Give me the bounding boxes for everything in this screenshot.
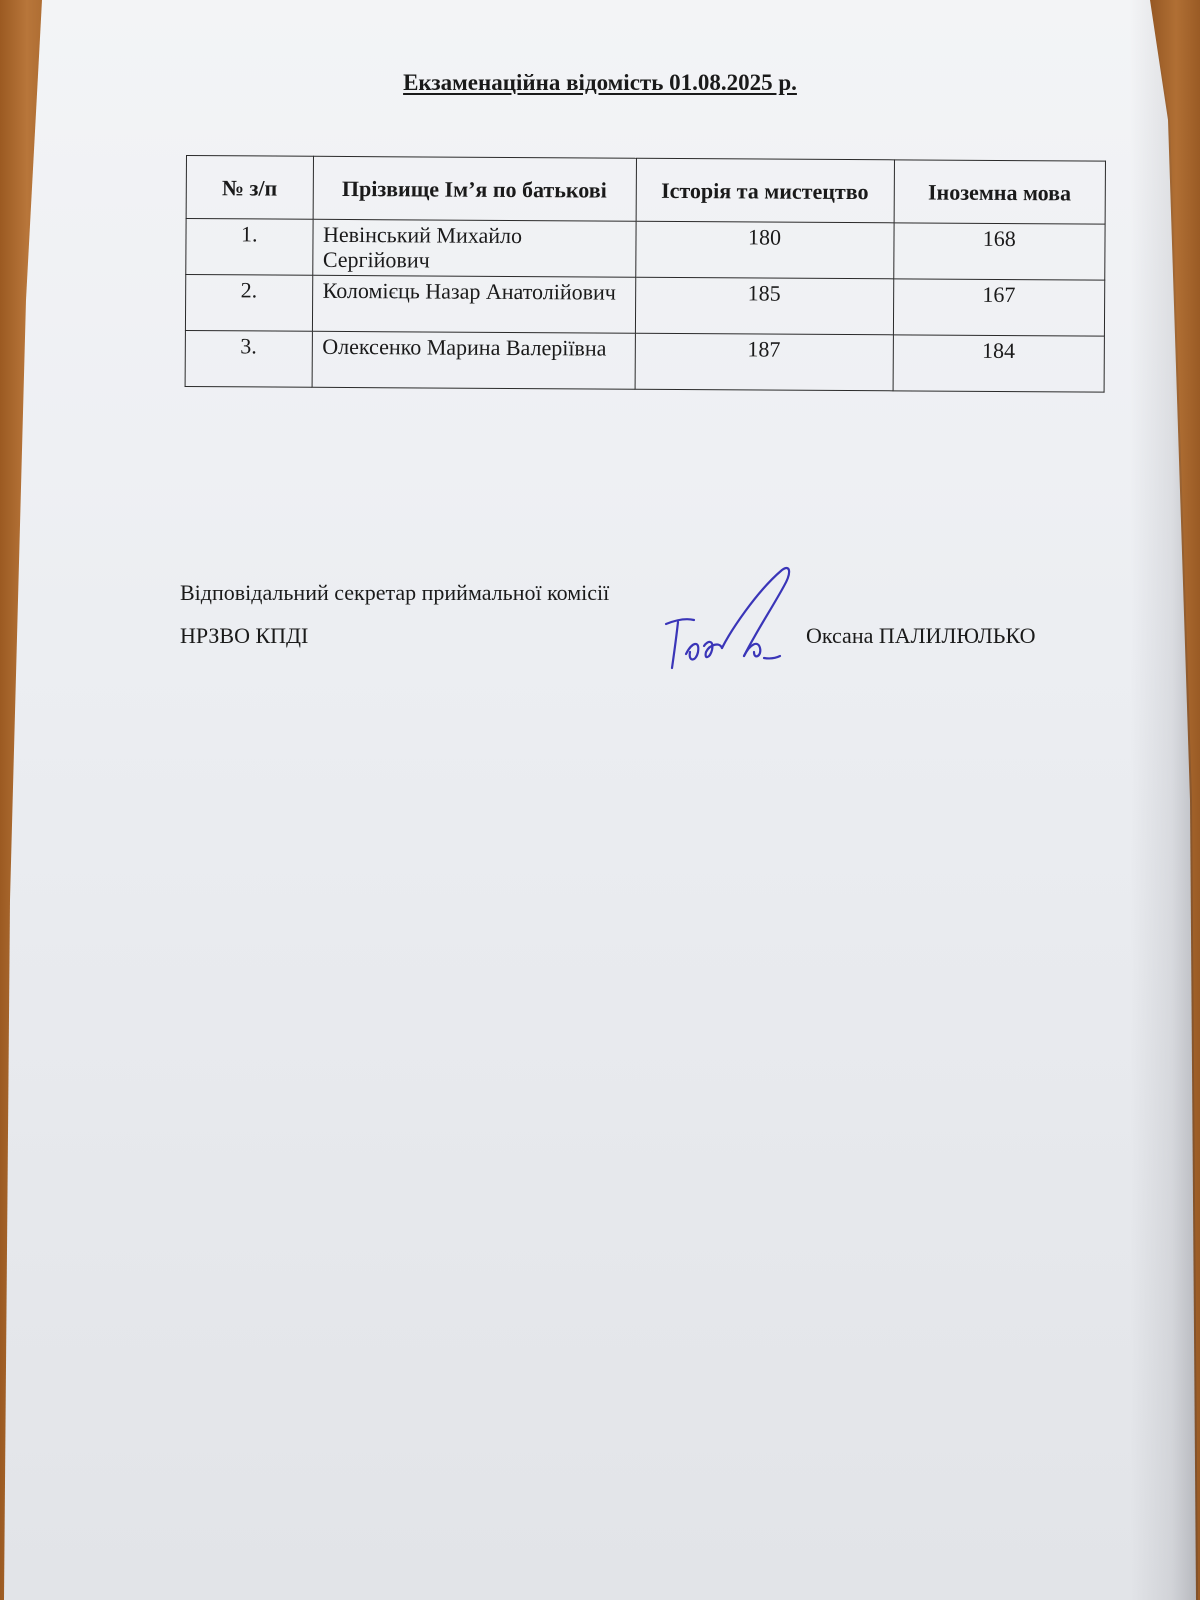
language-score: 184 xyxy=(893,335,1105,392)
header-number: № з/п xyxy=(186,156,313,220)
history-score: 185 xyxy=(635,277,893,335)
header-full-name: Прізвище Ім’я по батькові xyxy=(313,156,636,221)
exam-results-table xyxy=(185,155,1106,393)
table-header-row xyxy=(186,156,1105,225)
row-number: 1. xyxy=(186,219,313,276)
handwritten-signature xyxy=(664,562,804,692)
institution-name: НРЗВО КПДІ xyxy=(180,623,309,648)
row-number: 3. xyxy=(185,330,312,387)
row-number: 2. xyxy=(185,275,312,332)
student-name: Коломієць Назар Анатолійович xyxy=(312,275,635,333)
history-score: 187 xyxy=(635,333,893,391)
table-row xyxy=(185,330,1104,392)
header-history-art: Історія та мистецтво xyxy=(636,158,894,223)
secretary-name: Оксана ПАЛИЛЮЛЬКО xyxy=(806,623,1036,648)
student-name: Невінський Михайло Сергійович xyxy=(312,219,635,277)
language-score: 167 xyxy=(893,279,1105,336)
table-row xyxy=(186,219,1105,281)
header-foreign-language: Іноземна мова xyxy=(894,160,1106,224)
secretary-role: Відповідальний секретар приймальної комісії xyxy=(180,580,610,605)
document-title: Екзаменаційна відомість 01.08.2025 р. xyxy=(403,70,797,95)
table-row xyxy=(185,275,1104,337)
student-name: Олексенко Марина Валеріївна xyxy=(312,331,635,389)
history-score: 180 xyxy=(635,221,893,279)
language-score: 168 xyxy=(893,223,1105,280)
